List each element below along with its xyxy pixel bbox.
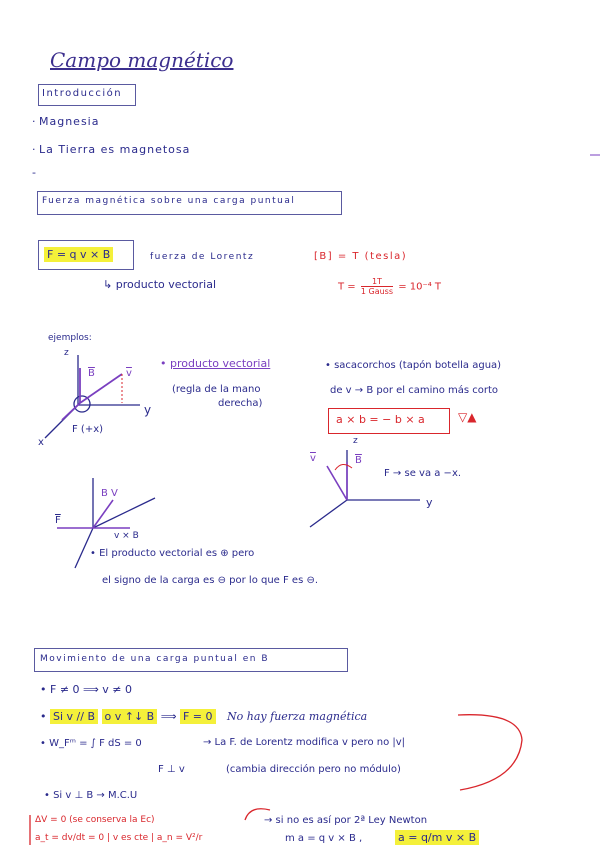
s2-line2c: F = 0 <box>180 709 216 724</box>
fig1-axis-y: y <box>144 403 152 417</box>
s2-line5a: ΔV = 0 (se conserva la Ec) <box>35 815 155 825</box>
fig3-label-F: $\overline{F}$ <box>55 515 61 526</box>
s2-line4a-text: Si v ⊥ B → M.C.U <box>53 790 138 801</box>
s2-line3a: • W_Fᵐ = ∫ F dS = 0 <box>40 738 142 749</box>
page-title: Campo magnético <box>50 48 234 72</box>
s2-line3b: → La F. de Lorentz modifica v pero no |v| <box>203 737 406 748</box>
s2-line6c: a = q/m v × B <box>395 830 479 845</box>
lorentz-name: fuerza de Lorentz <box>150 252 255 262</box>
rule-title: • producto vectorial <box>160 357 271 370</box>
intro-bullet-3: - <box>32 166 36 179</box>
tesla-den: 1 Gauss <box>360 287 393 296</box>
s2-line6b: m a = q v × B , <box>285 833 363 844</box>
rule-title-text: producto vectorial <box>170 357 271 370</box>
anticomm: a × b = − b × a <box>336 413 425 426</box>
fig2-note: F → se va a −x. <box>384 468 462 479</box>
fig2-axes <box>310 450 420 527</box>
units-B: [B] = T (tesla) <box>314 251 408 262</box>
note-2: el signo de la carga es ⊖ por lo que F es ⊖. <box>102 575 319 586</box>
tesla-eq-value: = 10⁻⁴ T <box>398 281 442 293</box>
tesla-eq: T = 1T 1 Gauss = 10⁻⁴ T <box>338 277 442 296</box>
s2-line3d: (cambia dirección pero no módulo) <box>226 764 401 775</box>
bracket-curve <box>458 715 522 790</box>
corkscrew-text: sacacorchos (tapón botella agua) <box>334 360 502 371</box>
s2-line2d: No hay fuerza magnética <box>227 710 368 723</box>
fig1-axis-z: z <box>64 348 69 358</box>
fig2-label-B: $\overline{B}$ <box>355 455 362 466</box>
warning-icon: ▽▲ <box>458 410 477 424</box>
s2-line6a: a_t = dv/dt = 0 | v es cte | a_n = V²/r <box>35 833 203 843</box>
intro-heading: Introducción <box>42 88 123 99</box>
fig2-axis-y: y <box>426 496 433 509</box>
s2-line3a-text: W_Fᵐ = ∫ F dS = 0 <box>49 738 142 749</box>
fig2-arc <box>335 464 352 470</box>
fig1-axis-x: x <box>38 437 44 448</box>
s2-line2a: Si v // B <box>50 709 98 724</box>
s2-line1: • F ≠ 0 ⟹ v ≠ 0 <box>40 683 133 696</box>
s2-line2: • Si v // B o v ↑↓ B ⟹ F = 0 No hay fuerza magnética <box>40 710 368 723</box>
fig2-label-v: $\overline{v}$ <box>310 453 316 464</box>
corkscrew2: de v → B por el camino más corto <box>330 385 499 396</box>
intro-bullet-1: · Magnesia <box>32 115 100 128</box>
section2-heading: Movimiento de una carga puntual en B <box>40 654 269 664</box>
intro-bullet-1-text: Magnesia <box>39 115 100 128</box>
rule-sub1: (regla de la mano <box>172 384 261 395</box>
intro-bullet-2-text: La Tierra es magnetosa <box>39 143 191 156</box>
rule-sub2: derecha) <box>218 398 263 409</box>
note-1: • El producto vectorial es ⊕ pero <box>90 548 255 559</box>
product-note-text: producto vectorial <box>115 278 216 291</box>
lorentz-formula: F = q v × B <box>44 247 113 262</box>
section1-heading: Fuerza magnética sobre una carga puntual <box>42 196 296 206</box>
intro-bullet-2: · La Tierra es magnetosa <box>32 143 191 156</box>
product-note: ↳ producto vectorial <box>103 278 216 291</box>
tesla-num: 1T <box>361 277 393 287</box>
note-1-text: El producto vectorial es ⊕ pero <box>99 548 255 559</box>
s2-line1-text: F ≠ 0 ⟹ v ≠ 0 <box>50 683 133 696</box>
fig1-label-v: $\overline{v}$ <box>126 368 132 379</box>
corkscrew: • sacacorchos (tapón botella agua) <box>325 360 502 371</box>
examples-label: ejemplos: <box>48 333 92 343</box>
fig1-label-F: F (+x) <box>72 424 104 435</box>
fig3-label-vxb: v × B <box>114 531 139 541</box>
fig1-label-B: $\overline{B}$ <box>88 368 95 379</box>
s2-line3c: F ⊥ v <box>158 764 185 775</box>
fig2-axis-z: z <box>353 436 358 446</box>
s2-line2b: o v ↑↓ B <box>102 709 158 724</box>
s2-line4b: → si no es así por 2ª Ley Newton <box>264 815 428 826</box>
fig3-label-BV: B V <box>101 488 118 499</box>
s2-line4a: • Si v ⊥ B → M.C.U <box>44 790 138 801</box>
